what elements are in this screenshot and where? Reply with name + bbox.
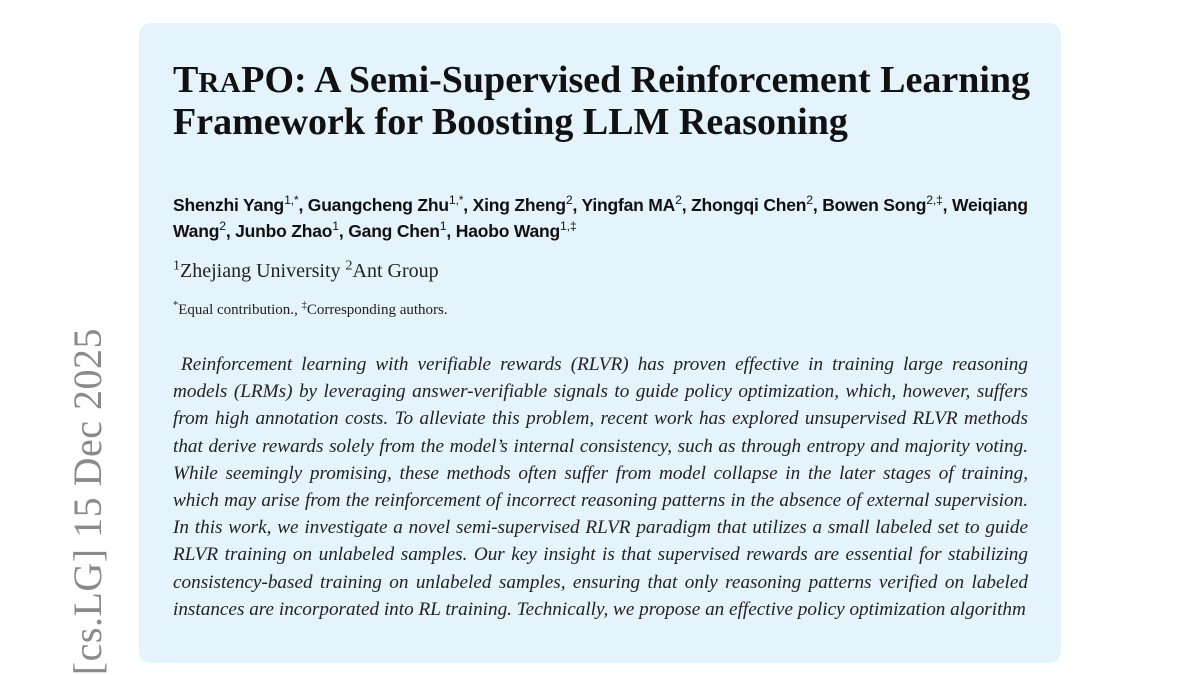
author-name: Xing Zheng [472, 195, 566, 215]
paper-title [173, 61, 1033, 142]
title-smallcaps: RA [198, 67, 242, 99]
affiliation-mark: 1 [173, 258, 180, 274]
title-rest: PO: A Semi-Supervised Reinforcement Learning Framework for Boosting LLM Reasoning [173, 59, 1031, 143]
affiliation-name: Zhejiang University [180, 260, 341, 282]
author-entry [473, 195, 573, 215]
equal-contribution-note: Equal contribution. [178, 302, 295, 318]
author-entry [822, 195, 942, 215]
author-affiliation-mark: 2 [675, 193, 682, 208]
affiliation-name: Ant Group [352, 260, 439, 282]
author-entry [456, 221, 577, 241]
author-name: Weiqiang Wang [173, 195, 1028, 241]
arxiv-margin-stamp [26, 0, 110, 675]
affiliation-list [173, 258, 1033, 284]
author-affiliation-mark: 1 [332, 219, 339, 234]
author-entry [348, 221, 446, 241]
author-entry [173, 195, 298, 215]
author-entry [691, 195, 813, 215]
author-affiliation-mark: 2 [565, 193, 573, 208]
author-affiliation-mark: 1,‡ [560, 219, 577, 234]
author-affiliation-mark: 1,* [448, 193, 464, 208]
author-name: Junbo Zhao [235, 221, 333, 241]
author-name: Guangcheng Zhu [307, 195, 449, 215]
author-name: Bowen Song [822, 195, 927, 215]
author-affiliation-mark: 1,* [284, 193, 299, 208]
equal-contribution-mark: * [173, 300, 179, 311]
author-entry [582, 195, 682, 215]
author-list: Shenzhi Yang$^{1,*}$, Guangcheng Zhu$^{1,*}$, Xing Zheng$^2$, Yingfan $MA^2$, Zhongqi Chen$^2$, Bowen Song$^{2,\ddagger}$, Weiqiang Wang$^2$, Junbo Zhao$^1$, Gang Chen$^1$, Haobo Wang$^{1,\ddagger}$ [173, 193, 1028, 241]
author-name: Shenzhi Yang [173, 195, 285, 215]
affiliation-mark: 2 [345, 258, 353, 274]
title-first-letter: T [173, 59, 199, 101]
author-affiliation-mark: 1 [439, 219, 447, 234]
author-affiliation-mark: 2 [806, 193, 813, 208]
abstract-text: Reinforcement learning with verifiable rewards (RLVR) has proven effective in training large reasoning models (LRMs) by leveraging answer-verifiable signals to guide policy optimization, which, however, suffers from high annotation costs. To alleviate this problem, recent work has explored unsupervised RLVR methods that derive rewards solely from the model’s internal consistency, such as through entropy and majority voting. While seemingly promising, these methods often suffer from model collapse in the later stages of training, which may arise from the reinforcement of incorrect reasoning patterns in the absence of external supervision. In this work, we investigate a novel semi-supervised RLVR paradigm that utilizes a small labeled set to guide RLVR training on unlabeled samples. Our key insight is that supervised rewards are essential for stabilizing consistency-based training on unlabeled samples, ensuring that only reasoning patterns verified on labeled instances are incorporated into RL training. Technically, we propose an effective policy optimization algorithm [173, 354, 1028, 620]
author-notes: *Equal contribution., ‡Corresponding authors. [173, 300, 448, 318]
author-entry [235, 221, 339, 241]
author-name: Zhongqi Chen [691, 195, 807, 215]
author-affiliation-mark: 2,‡ [926, 193, 943, 208]
arxiv-stamp-text: [cs.LG] 15 Dec 2025 [65, 328, 110, 675]
author-name: Yingfan MA [581, 195, 676, 215]
author-affiliation-mark: 2 [219, 219, 226, 234]
corresponding-note: Corresponding authors. [306, 302, 448, 318]
author-entry [308, 195, 463, 215]
author-name: Gang Chen [348, 221, 440, 241]
author-name: Haobo Wang [455, 221, 561, 241]
corresponding-mark: ‡ [301, 300, 307, 311]
